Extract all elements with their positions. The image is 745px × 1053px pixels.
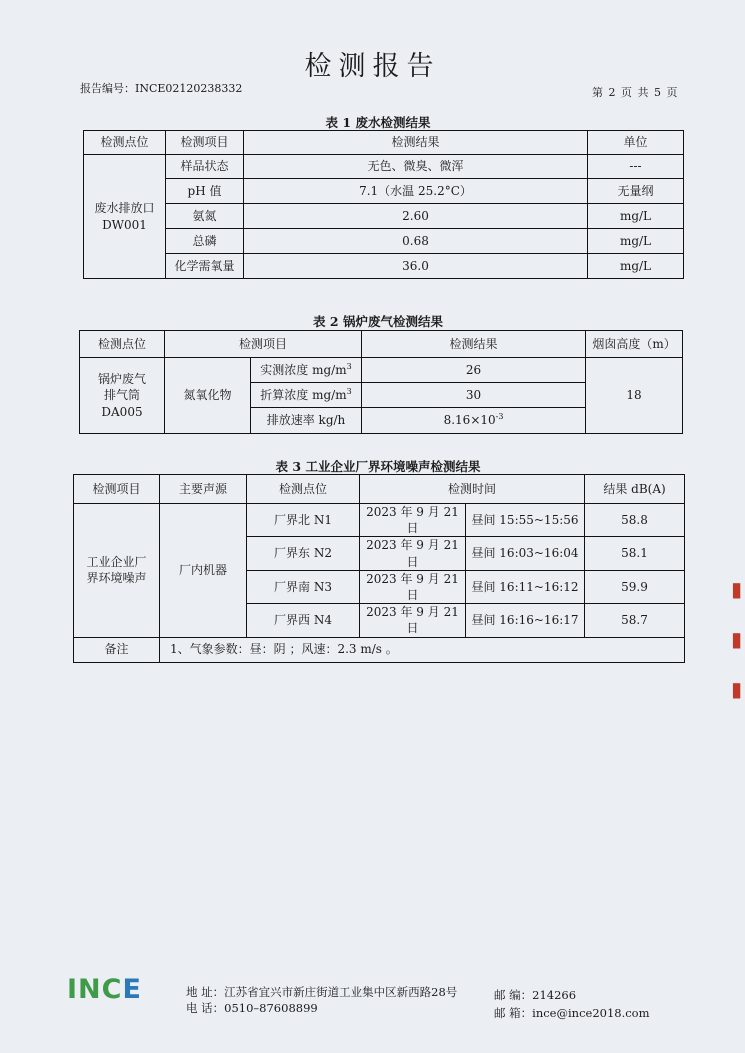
wastewater-table (83, 130, 684, 279)
date-cell: 2023 年 9 月 21 日 (360, 570, 466, 603)
result-cell: 0.68 (244, 229, 588, 254)
table-row (84, 155, 684, 179)
result-cell: 26 (362, 358, 586, 383)
time-cell: 昼间 15:55~15:56 (466, 504, 585, 537)
date-cell: 2023 年 9 月 21 日 (360, 604, 466, 637)
header-cell: 结果 dB(A) (585, 475, 685, 504)
header-cell: 检测结果 (362, 331, 586, 358)
item-cell: 样品状态 (166, 155, 244, 179)
result-cell: 2.60 (244, 204, 588, 229)
param-cell (251, 358, 362, 383)
unit-cell: mg/L (588, 229, 684, 254)
company-logo: INCE (67, 974, 142, 1005)
param-cell: 排放速率 kg/h (251, 408, 362, 434)
point-cell: 厂界西 N4 (247, 604, 360, 637)
sampling-location-cell (84, 155, 166, 279)
item-cell: 氨氮 (166, 204, 244, 229)
report-title: 检测报告 (304, 51, 441, 82)
company-postcode: 邮 编：214266 (494, 988, 577, 1002)
unit-cell: mg/L (588, 204, 684, 229)
param-label: 折算浓度 mg/m (260, 387, 347, 402)
header-cell: 检测项目 (166, 131, 244, 155)
table-row (84, 179, 684, 204)
pollutant-cell: 氮氧化物 (165, 358, 251, 434)
unit-superscript: 3 (346, 386, 352, 396)
time-cell: 昼间 16:03~16:04 (466, 537, 585, 570)
item-cell: 总磷 (166, 229, 244, 254)
noise-table (73, 474, 685, 663)
unit-cell: --- (588, 155, 684, 179)
date-cell: 2023 年 9 月 21 日 (360, 537, 466, 570)
stamp-fragment: ▮ ▮ ▮ (731, 577, 743, 701)
header-cell: 主要声源 (160, 475, 247, 504)
time-cell: 昼间 16:16~16:17 (466, 604, 585, 637)
result-cell: 无色、微臭、微浑 (244, 155, 588, 179)
result-cell: 36.0 (244, 254, 588, 279)
unit-superscript: 3 (346, 361, 352, 371)
remark-label: 备注 (74, 637, 160, 662)
header-cell: 烟囱高度（m） (586, 331, 683, 358)
sampling-location-cell (80, 358, 165, 434)
page-indicator: 第 2 页 共 5 页 (592, 86, 679, 99)
report-number: 报告编号：INCE02120238332 (80, 82, 243, 95)
header-cell: 检测时间 (360, 475, 585, 504)
date-cell: 2023 年 9 月 21 日 (360, 504, 466, 537)
table-row (80, 358, 683, 383)
header-cell: 检测点位 (247, 475, 360, 504)
boiler-gas-table (79, 330, 683, 434)
location-name: 废水排放口 (94, 201, 155, 216)
item-cell: pH 值 (166, 179, 244, 204)
table3-caption: 表 3 工业企业厂界环境噪声检测结果 (275, 459, 481, 474)
item-cell (74, 504, 160, 638)
point-cell: 厂界南 N3 (247, 570, 360, 603)
table-row (84, 204, 684, 229)
time-cell: 昼间 16:11~16:12 (466, 570, 585, 603)
company-phone: 电 话：0510–87608899 (186, 1001, 318, 1015)
result-cell: 58.8 (585, 504, 685, 537)
unit-cell: 无量纲 (588, 179, 684, 204)
header-cell: 检测项目 (165, 331, 362, 358)
company-address: 地 址：江苏省宜兴市新庄街道工业集中区新西路28号 (186, 985, 458, 999)
header-cell: 检测结果 (244, 131, 588, 155)
param-label: 实测浓度 mg/m (260, 362, 347, 377)
unit-cell: mg/L (588, 254, 684, 279)
result-cell (362, 408, 586, 434)
result-base: 8.16×10 (443, 413, 496, 428)
location-name: 排气筒 (103, 388, 140, 403)
header-cell: 检测点位 (80, 331, 165, 358)
location-code: DW001 (102, 217, 147, 232)
source-cell: 厂内机器 (160, 504, 247, 638)
result-exponent: -3 (495, 412, 504, 422)
result-cell: 7.1（水温 25.2°C） (244, 179, 588, 204)
header-cell: 检测点位 (84, 131, 166, 155)
point-cell: 厂界东 N2 (247, 537, 360, 570)
company-email: 邮 箱：ince@ince2018.com (494, 1006, 650, 1020)
param-cell (251, 383, 362, 408)
result-cell: 59.9 (585, 570, 685, 603)
table-row (74, 504, 685, 537)
table-header-row (74, 475, 685, 504)
location-code: DA005 (101, 404, 143, 419)
location-name: 锅炉废气 (97, 372, 146, 387)
header-cell: 检测项目 (74, 475, 160, 504)
item-cell: 化学需氧量 (166, 254, 244, 279)
table2-caption: 表 2 锅炉废气检测结果 (313, 314, 443, 329)
result-cell: 30 (362, 383, 586, 408)
table1-caption: 表 1 废水检测结果 (325, 115, 431, 130)
item-line: 界环境噪声 (86, 571, 147, 586)
table-header-row (84, 131, 684, 155)
table-header-row (80, 331, 683, 358)
stack-height-cell: 18 (586, 358, 683, 434)
point-cell: 厂界北 N1 (247, 504, 360, 537)
table-row (84, 254, 684, 279)
item-line: 工业企业厂 (86, 555, 147, 570)
header-cell: 单位 (588, 131, 684, 155)
result-cell: 58.7 (585, 604, 685, 637)
remark-row (74, 637, 685, 662)
table-row (84, 229, 684, 254)
result-cell: 58.1 (585, 537, 685, 570)
remark-text: 1、气象参数：昼：阴 ；风速：2.3 m/s 。 (160, 637, 685, 662)
